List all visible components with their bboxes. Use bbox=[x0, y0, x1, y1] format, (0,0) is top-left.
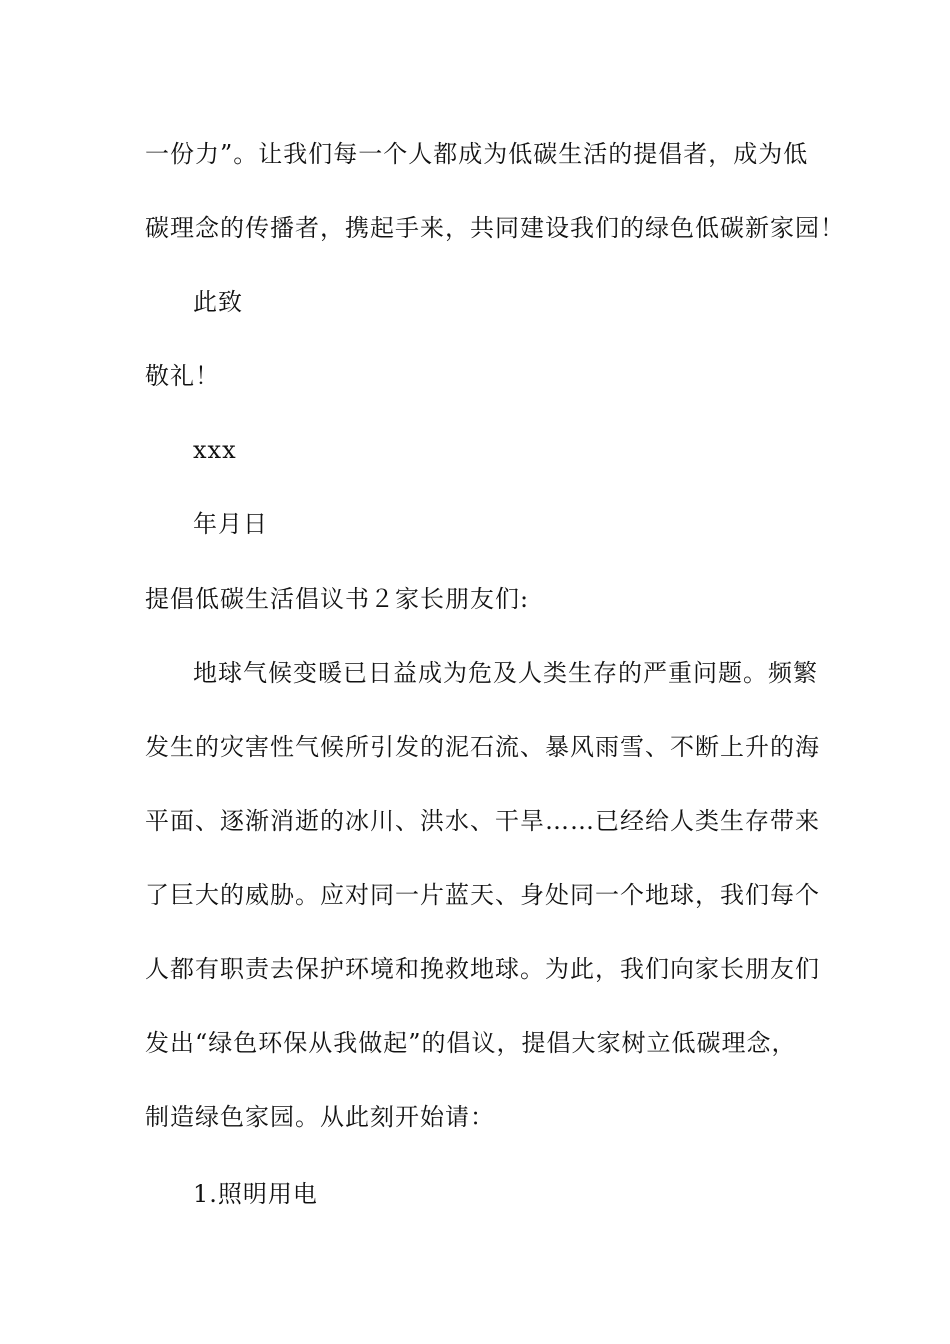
body-text-line: 发生的灾害性气候所引发的泥石流、暴风雨雪、不断上升的海 bbox=[145, 733, 820, 761]
body-text-line: 人都有职责去保护环境和挽救地球。为此，我们向家长朋友们 bbox=[145, 955, 820, 983]
body-text-line: 发出“绿色环保从我做起”的倡议，提倡大家树立低碳理念， bbox=[145, 1029, 797, 1057]
body-text-line: 平面、逐渐消逝的冰川、洪水、干旱……已经给人类生存带来 bbox=[145, 807, 820, 835]
section-heading: 提倡低碳生活倡议书２家长朋友们: bbox=[145, 585, 530, 613]
list-item-heading: 1.照明用电 bbox=[193, 1180, 318, 1208]
body-text-line: 一份力”。让我们每一个人都成为低碳生活的提倡者，成为低 bbox=[145, 140, 809, 168]
signature-date: 年月日 bbox=[193, 510, 268, 538]
signature-name: xxx bbox=[193, 436, 237, 464]
body-text-line: 地球气候变暖已日益成为危及人类生存的严重问题。频繁 bbox=[193, 659, 818, 687]
body-text-line: 了巨大的威胁。应对同一片蓝天、身处同一个地球，我们每个 bbox=[145, 881, 820, 909]
closing-regards: 敬礼！ bbox=[145, 362, 220, 390]
body-text-line: 碳理念的传播者，携起手来，共同建设我们的绿色低碳新家园！ bbox=[145, 214, 845, 242]
body-text-line: 制造绿色家园。从此刻开始请： bbox=[145, 1103, 495, 1131]
closing-salutation: 此致 bbox=[193, 288, 243, 316]
